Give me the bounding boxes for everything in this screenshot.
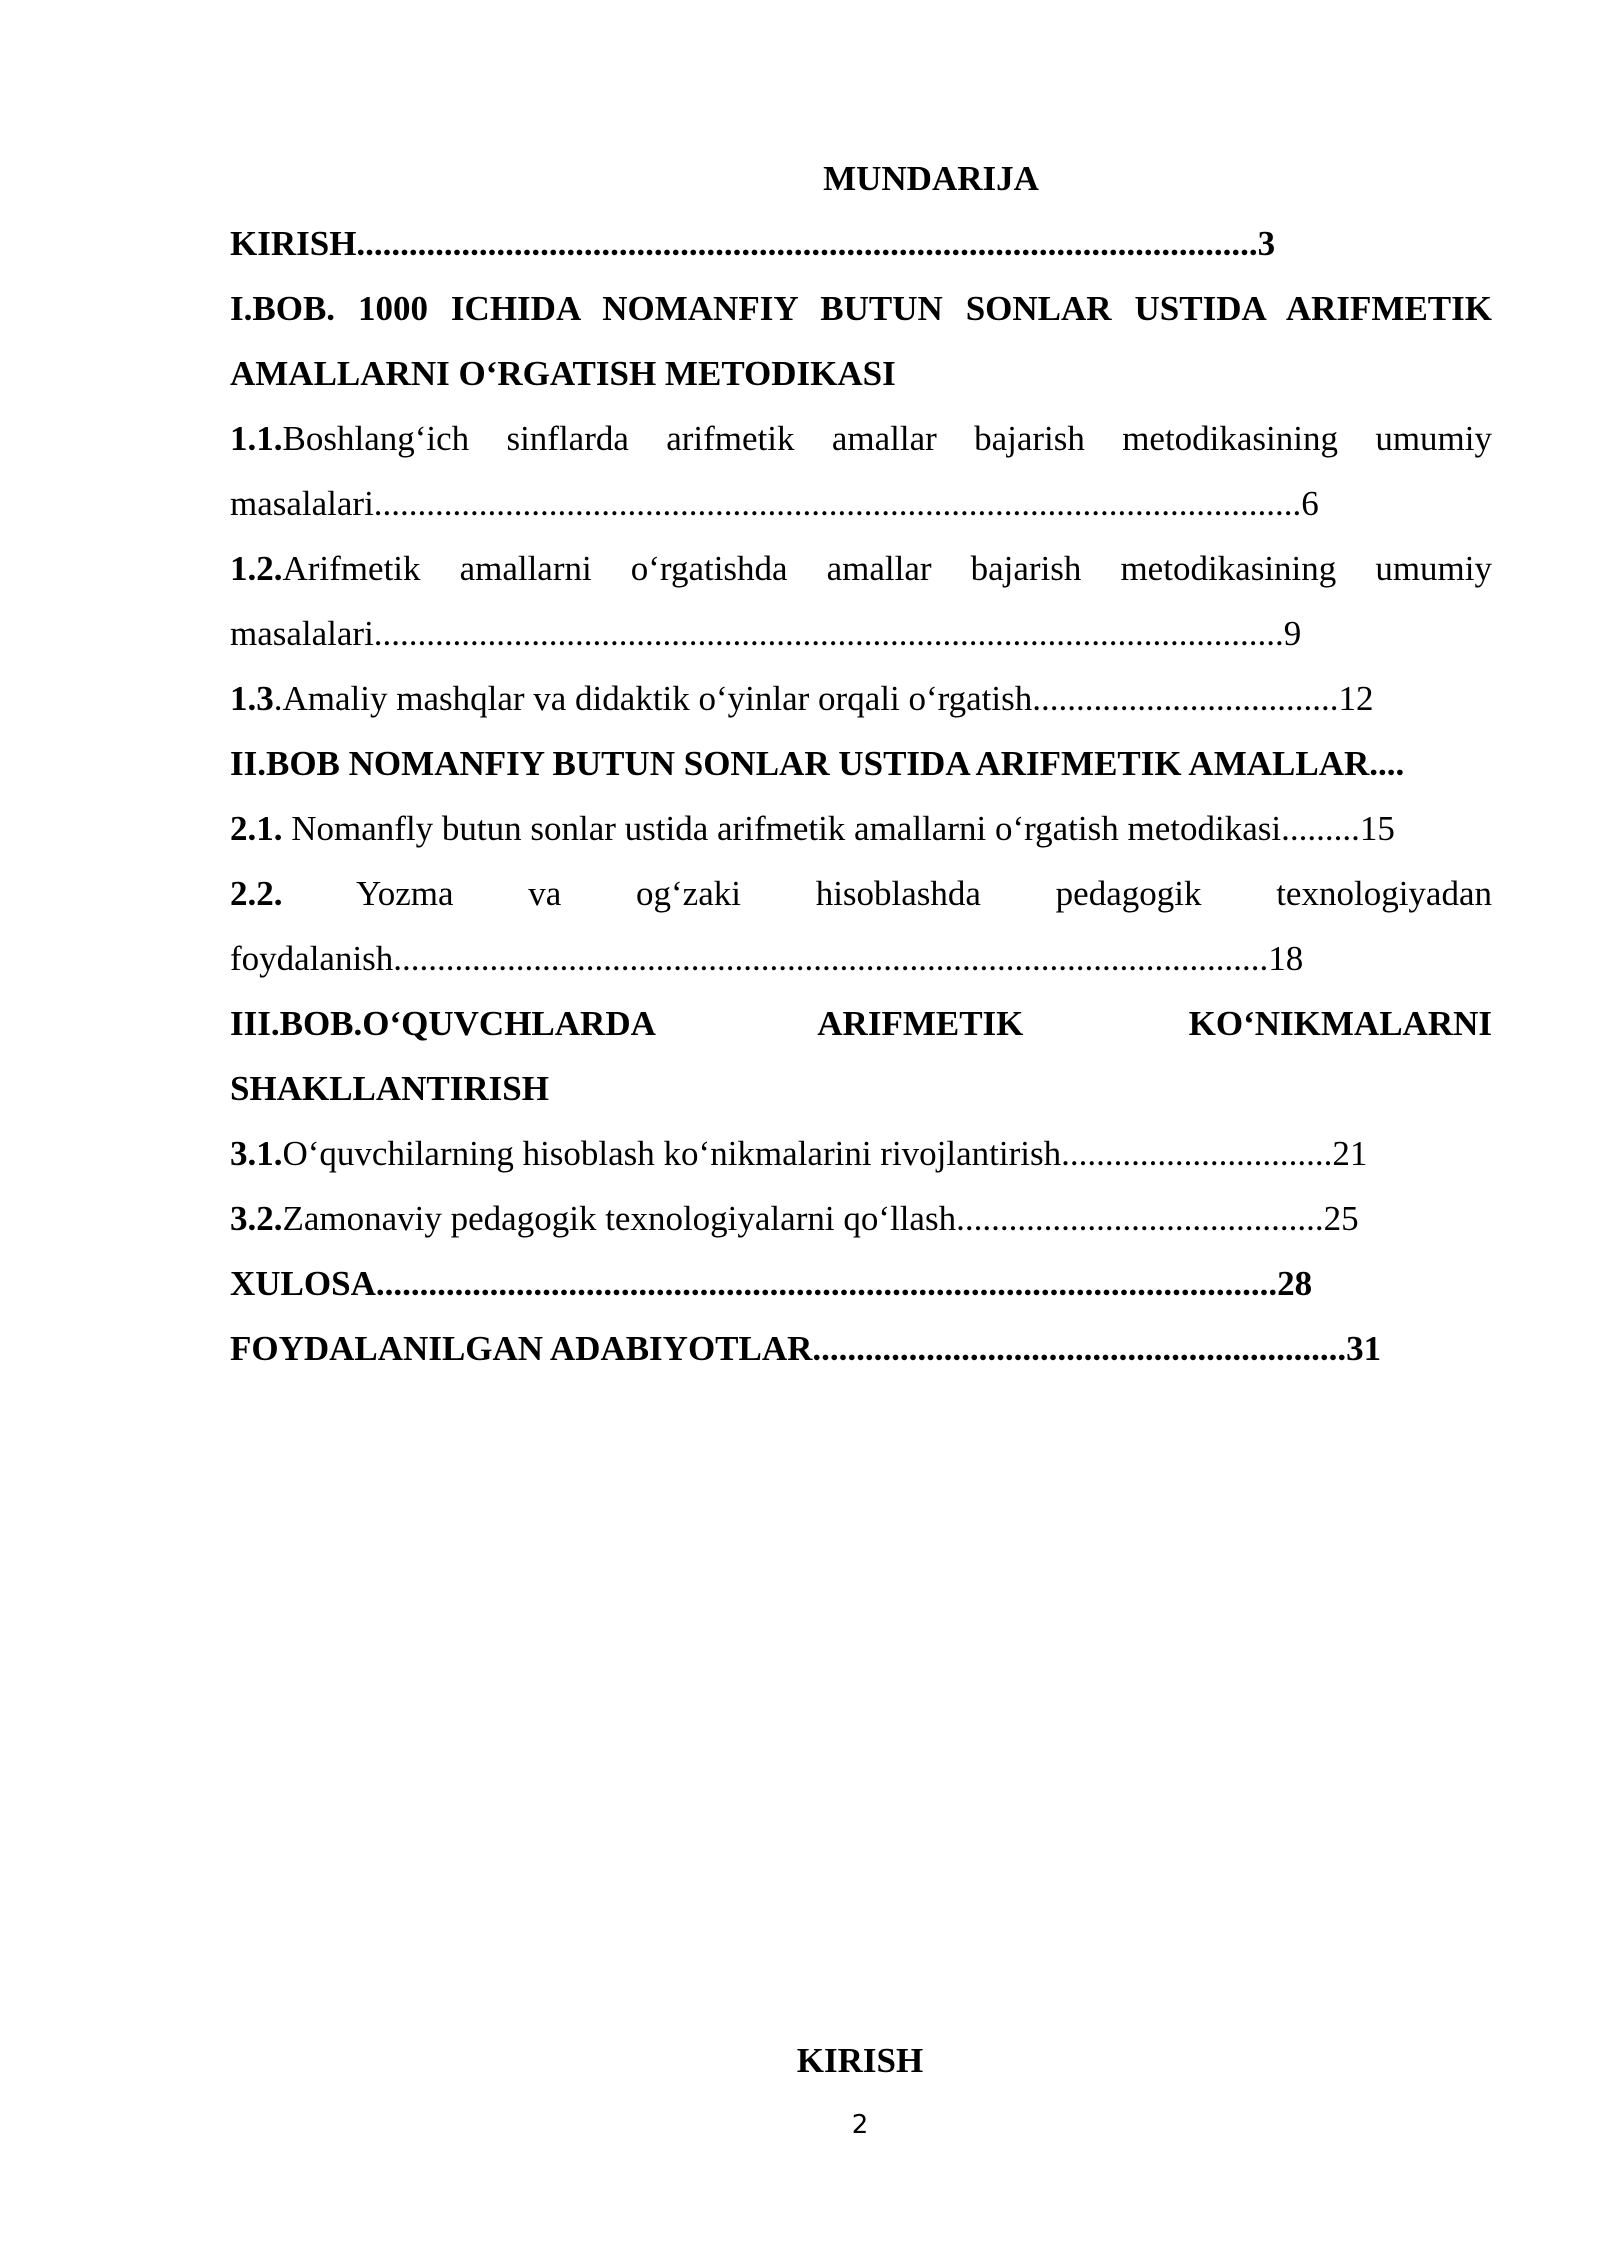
section-number: 2.1.: [230, 809, 283, 848]
toc-entry-section-3-1: [230, 1121, 1492, 1186]
toc-entry-chapter-3-line-1: III.BOB.O‘QUVCHLARDA ARIFMETIK KO‘NIKMALARNI: [230, 1004, 1492, 1043]
page-number: 2: [851, 2110, 869, 2140]
toc-entry-section-1-3: [230, 666, 1492, 731]
section-title: Arifmetik amallarni o‘rgatishda amallar bajarish metodikasining umumiy: [282, 549, 1492, 588]
toc-entry-section-1-1-cont: masalalari..........................................................................................................6: [230, 484, 1319, 523]
toc-entry-section-1-2: [230, 536, 1492, 601]
toc-entry-xulosa: XULOSA.......................................................................................................28: [230, 1264, 1313, 1303]
section-heading-kirish: KIRISH: [796, 2041, 924, 2080]
toc-entry-section-1-2-cont: masalalari........................................................................................................9: [230, 614, 1302, 653]
toc-entry-chapter-2: II.BOB NOMANFIY BUTUN SONLAR USTIDA ARIFMETIK AMALLAR....: [230, 744, 1405, 783]
toc-entry-adabiyotlar: FOYDALANILGAN ADABIYOTLAR.............................................................31: [230, 1329, 1382, 1368]
section-title: .Amaliy mashqlar va didaktik o‘yinlar orqali o‘rgatish...................................12: [273, 679, 1374, 718]
toc-entry-section-3-2: [230, 1186, 1492, 1251]
toc-entry-chapter-1-line-1: I.BOB. 1000 ICHIDA NOMANFIY BUTUN SONLAR USTIDA ARIFMETIK: [230, 289, 1492, 328]
section-title: Boshlang‘ich sinflarda arifmetik amallar bajarish metodikasining umumiy: [282, 419, 1492, 458]
section-title: Yozma va og‘zaki hisoblashda pedagogik texnologiyadan: [355, 874, 1492, 913]
section-number: 3.2.: [230, 1199, 283, 1238]
toc-entry-section-2-2-cont: foydalanish....................................................................................................18: [230, 939, 1304, 978]
section-number: 1.3: [230, 679, 274, 718]
section-number: 1.1.: [230, 419, 283, 458]
toc-entry-section-2-2: [230, 861, 1492, 926]
section-title: Nomanfly butun sonlar ustida arifmetik amallarni o‘rgatish metodikasi.........15: [282, 809, 1395, 848]
section-number: 1.2.: [230, 549, 283, 588]
toc-entry-kirish: KIRISH.......................................................................................................3: [230, 224, 1276, 263]
toc-entry-section-2-1: [230, 796, 1492, 861]
toc-entry-section-1-1: [230, 406, 1492, 471]
toc-entry-chapter-3-line-2: SHAKLLANTIRISH: [230, 1069, 549, 1108]
section-title: Zamonaviy pedagogik texnologiyalarni qo‘llash..........................................25: [282, 1199, 1359, 1238]
toc-entry-chapter-1-line-2: AMALLARNI O‘RGATISH METODIKASI: [230, 354, 896, 393]
section-number: 2.2.: [230, 874, 283, 913]
toc-title: MUNDARIJA: [823, 159, 1039, 198]
table-of-contents: [230, 146, 1492, 1381]
section-number: 3.1.: [230, 1134, 283, 1173]
section-title: O‘quvchilarning hisoblash ko‘nikmalarini rivojlantirish...............................21: [282, 1134, 1368, 1173]
